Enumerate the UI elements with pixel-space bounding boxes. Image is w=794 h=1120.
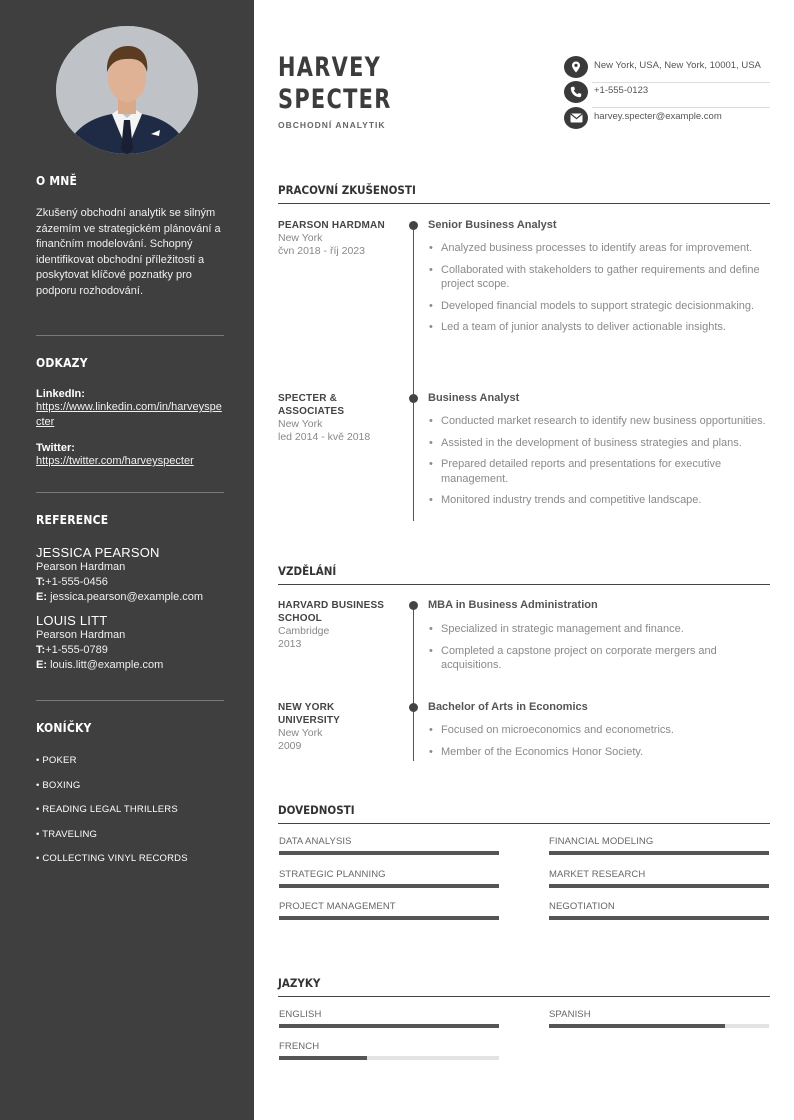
school-name: HARVARD BUSINESS SCHOOL <box>278 600 385 624</box>
hobbies-heading: KONÍČKY <box>36 721 92 735</box>
list-item: • Conducted market research to identify new business opportunities. <box>428 414 768 429</box>
skill-label: DATA ANALYSIS <box>279 836 352 847</box>
language-bar-fill <box>279 1056 367 1060</box>
hobby-item: • READING LEGAL THRILLERS <box>36 804 178 815</box>
linkedin-link[interactable]: https://www.linkedin.com/in/harveyspecter <box>36 401 222 428</box>
sidebar <box>0 0 254 1120</box>
employment-dates: led 2014 - kvě 2018 <box>278 431 371 443</box>
hobby-item: • COLLECTING VINYL RECORDS <box>36 853 188 864</box>
divider <box>36 335 224 336</box>
location-pin-icon <box>564 56 588 78</box>
email-label: E: <box>36 659 47 671</box>
about-heading: O MNĚ <box>36 174 78 188</box>
reference-company: Pearson Hardman <box>36 561 126 573</box>
list-item: • Monitored industry trends and competitive landscape. <box>428 493 768 508</box>
name-line-first: HARVEY <box>278 52 382 83</box>
hobbies-section <box>36 721 224 878</box>
links-section <box>36 356 224 469</box>
skills-heading: DOVEDNOSTI <box>278 803 770 824</box>
education-details-list <box>428 723 768 766</box>
employer-name: PEARSON HARDMAN <box>278 220 385 231</box>
list-item: • Assisted in the development of business strategies and plans. <box>428 436 768 451</box>
graduation-year: 2009 <box>278 740 302 752</box>
timeline-dot <box>409 394 418 403</box>
degree-title: MBA in Business Administration <box>428 599 598 611</box>
list-item: • Specialized in strategic management and finance. <box>428 622 768 637</box>
phone-label: T: <box>36 644 46 656</box>
list-item: • Led a team of junior analysts to deliver actionable insights. <box>428 320 768 335</box>
list-item: • Collaborated with stakeholders to gather requirements and define project scope. <box>428 263 768 292</box>
skill-bar-fill <box>279 884 499 888</box>
envelope-icon <box>564 107 588 129</box>
skill-item <box>549 836 769 855</box>
list-item: • Developed financial models to support strategic decisionmaking. <box>428 299 768 314</box>
contact-email <box>564 107 770 133</box>
skill-label: NEGOTIATION <box>549 901 615 912</box>
school-name: NEW YORK UNIVERSITY <box>278 702 341 726</box>
skill-bar-fill <box>279 916 499 920</box>
graduation-year: 2013 <box>278 638 302 650</box>
language-item <box>549 1009 769 1028</box>
skill-item <box>549 869 769 888</box>
links-heading: ODKAZY <box>36 356 88 370</box>
language-label: SPANISH <box>549 1009 591 1020</box>
skill-bar-fill <box>549 916 769 920</box>
about-text: Zkušený obchodní analytik se silným zázemím ve strategickém plánování a finančním modelování. Schopný identifikovat obchodní příležitosti a poskytovat klíčové poznatky pro podporu rozhodování. <box>36 207 221 297</box>
list-item: • Completed a capstone project on corporate mergers and acquisitions. <box>428 644 768 673</box>
reference-company: Pearson Hardman <box>36 629 126 641</box>
language-label: ENGLISH <box>279 1009 322 1020</box>
position-title: Senior Business Analyst <box>428 219 557 231</box>
list-item: • Member of the Economics Honor Society. <box>428 745 768 760</box>
experience-heading: PRACOVNÍ ZKUŠENOSTI <box>278 183 770 204</box>
reference-name: LOUIS LITT <box>36 613 108 628</box>
skill-item <box>279 869 499 888</box>
skill-label: MARKET RESEARCH <box>549 869 646 880</box>
education-entry-meta <box>278 701 390 753</box>
about-section <box>36 174 224 299</box>
name-line-last: SPECTER <box>278 84 392 115</box>
contact-address <box>564 56 770 82</box>
skill-bar <box>549 916 769 920</box>
skill-label: FINANCIAL MODELING <box>549 836 654 847</box>
education-entry-meta <box>278 599 390 651</box>
twitter-link[interactable]: https://twitter.com/harveyspecter <box>36 455 194 467</box>
profile-photo <box>56 26 198 154</box>
email-value: louis.litt@example.com <box>50 659 164 671</box>
timeline-dot <box>409 221 418 230</box>
reference-name: JESSICA PEARSON <box>36 545 160 560</box>
hobbies-list <box>36 755 224 878</box>
education-heading: VZDĚLÁNÍ <box>278 564 770 585</box>
timeline-line <box>413 605 414 761</box>
school-location: New York <box>278 727 323 739</box>
references-heading: REFERENCE <box>36 513 109 527</box>
skill-label: PROJECT MANAGEMENT <box>279 901 396 912</box>
job-title: OBCHODNÍ ANALYTIK <box>278 120 386 130</box>
hobby-item: • BOXING <box>36 779 81 791</box>
experience-entry-meta <box>278 392 390 444</box>
contact-phone <box>564 81 770 107</box>
timeline-dot <box>409 703 418 712</box>
phone-value: +1-555-0456 <box>45 576 108 588</box>
linkedin-link-block <box>36 388 224 430</box>
skill-bar-fill <box>549 851 769 855</box>
language-label: FRENCH <box>279 1041 320 1052</box>
school-location: Cambridge <box>278 625 330 637</box>
education-details-list <box>428 622 768 680</box>
employer-name: SPECTER & ASSOCIATES <box>278 393 345 417</box>
reference-email <box>36 590 224 605</box>
responsibilities-list <box>428 241 768 342</box>
skill-item <box>279 836 499 855</box>
language-bar <box>279 1056 499 1060</box>
twitter-label: Twitter: <box>36 442 75 454</box>
skill-item <box>279 901 499 920</box>
reference-phone <box>36 575 224 590</box>
timeline-line <box>413 224 414 521</box>
candidate-name <box>278 52 392 116</box>
references-section <box>36 513 224 673</box>
skill-bar <box>549 851 769 855</box>
linkedin-label: LinkedIn: <box>36 388 85 400</box>
hobby-item: • TRAVELING <box>36 828 98 840</box>
twitter-link-block <box>36 442 224 469</box>
language-item <box>279 1009 499 1028</box>
hobby-item: • POKER <box>36 755 77 766</box>
skill-label: STRATEGIC PLANNING <box>279 869 386 880</box>
reference-phone <box>36 643 224 658</box>
skill-bar <box>549 884 769 888</box>
position-title: Business Analyst <box>428 392 520 404</box>
skill-bar-fill <box>279 851 499 855</box>
responsibilities-list <box>428 414 768 515</box>
language-bar <box>279 1024 499 1028</box>
phone-text: +1-555-0123 <box>594 85 649 96</box>
divider <box>36 492 224 493</box>
employment-dates: čvn 2018 - říj 2023 <box>278 245 365 257</box>
employer-location: New York <box>278 232 323 244</box>
reference-item <box>36 613 224 673</box>
list-item: • Analyzed business processes to identify areas for improvement. <box>428 241 768 256</box>
phone-icon <box>564 81 588 103</box>
email-label: E: <box>36 591 47 603</box>
email-text[interactable]: harvey.specter@example.com <box>594 111 722 122</box>
skill-item <box>549 901 769 920</box>
skill-bar <box>279 916 499 920</box>
skill-bar-fill <box>549 884 769 888</box>
language-bar-fill <box>279 1024 499 1028</box>
language-bar-fill <box>549 1024 725 1028</box>
skill-bar <box>279 884 499 888</box>
skill-bar <box>279 851 499 855</box>
divider <box>36 700 224 701</box>
list-item: • Prepared detailed reports and presentations for executive management. <box>428 457 768 486</box>
language-item <box>279 1041 499 1060</box>
list-item: • Focused on microeconomics and econometrics. <box>428 723 768 738</box>
language-bar <box>549 1024 769 1028</box>
languages-heading: JAZYKY <box>278 976 770 997</box>
timeline-dot <box>409 601 418 610</box>
phone-value: +1-555-0789 <box>45 644 108 656</box>
degree-title: Bachelor of Arts in Economics <box>428 701 588 713</box>
address-text: New York, USA, New York, 10001, USA <box>594 60 761 71</box>
email-value: jessica.pearson@example.com <box>50 591 204 603</box>
reference-item <box>36 545 224 605</box>
experience-entry-meta <box>278 219 390 258</box>
phone-label: T: <box>36 576 46 588</box>
reference-email <box>36 658 224 673</box>
employer-location: New York <box>278 418 323 430</box>
